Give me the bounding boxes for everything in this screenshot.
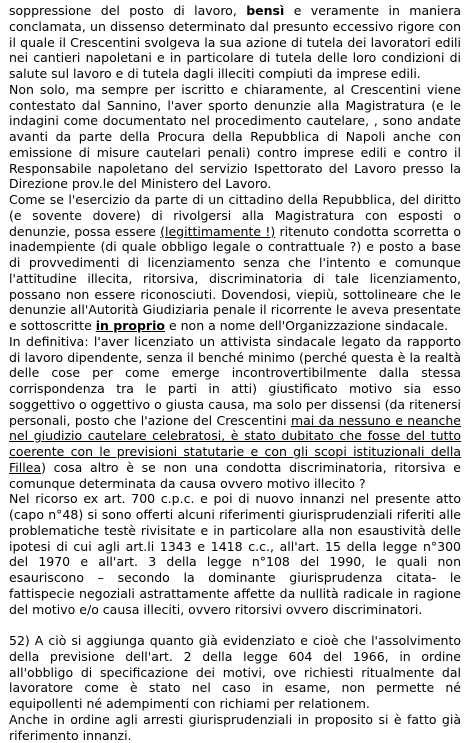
paragraph-2 <box>9 82 461 192</box>
paragraph-6 <box>9 633 461 712</box>
underlined-text: (legittimamente !) <box>160 223 276 239</box>
text-run: e non a nome dell'Organizzazione sindacale. <box>164 318 449 333</box>
text-run: Nel ricorso ex art. 700 c.p.c. e poi di nuovo innanzi nel presente atto (capo n°48) si sono offerti alcuni riferimenti giurisprudenziali riferiti alle problematiche testè rivisitate e in particolare alla non esaustività delle ipotesi di cui agli art.li 1343 e 1418 c.c., all'art. 15 della legge n°300 del 1970 e all'art. 3 della legge n°108 del 1990, le quali non esauriscono – secondo la dominante giurisprudenza citata- le fattispecie negoziali astrattamente affette da nullità radicale in ragione del motivo e/o causa illeciti, ovvero ritorsivi ovvero discriminatori. <box>9 491 461 617</box>
document-page <box>9 3 461 743</box>
bold-text: bensì <box>246 3 285 18</box>
paragraph-1 <box>9 3 461 82</box>
underlined-text: mai da nessuno e neanche nel giudizio cautelare celebratosi, è stato dubitato che fosse del tutto coerente con le previsioni statutarie e con gli scopi istituzionali della Fillea <box>9 412 461 475</box>
text-run: 52) A ciò si aggiunga quanto già evidenziato e cioè che l'assolvimento della previsione dell'art. 2 della legge 604 del 1966, in ordine all'obbligo di specificazione dei motivi, ove richiesti ritualmente dal lavoratore come è stato nel caso in esame, non permette né equipollenti né adempimenti con richiami per relationem. <box>9 633 461 711</box>
paragraph-7 <box>9 712 461 743</box>
paragraph-4 <box>9 334 461 492</box>
text-run: ) cosa altro è se non una condotta discriminatoria, ritorsiva e comunque determinata da causa ovvero motivo illecito ? <box>9 459 461 491</box>
text-run: soppressione del posto di lavoro, <box>9 3 247 18</box>
text-run: Anche in ordine agli arresti giurisprudenziali in proposito si è fatto già riferimento innanzi. <box>9 711 461 743</box>
bold-underlined-text: in proprio <box>95 318 165 333</box>
text-run: ritenuto condotta scorretta o inadempiente (di quale obbligo legale o contrattuale ?) e posto a base di provvedimenti di licenziamento senza che l'intento e comunque l'attitudine illecita, ritorsiva, discriminatoria di tale licenziamento, possano non essere riconosciuti. Dovendosi, viepiù, sottolineare che le denunzie all'Autorità Giudiziaria penale il ricorrente le aveva presentate e sottoscritte <box>9 223 461 333</box>
paragraph-5 <box>9 491 461 617</box>
blank-line <box>9 617 461 633</box>
text-run: e veramente in maniera conclamata, un dissenso determinato dal presunto eccessivo rigore con il quale il Crescentini svolgeva la sua azione di tutela dei lavoratori edili nei cantieri napoletani e in particolare di tutela delle loro condizioni di salute sul lavoro e di tutela dagli illeciti compiuti da imprese edili. <box>9 3 461 81</box>
text-run: Come se l'esercizio da parte di un cittadino della Repubblica, del diritto (e sovente dovere) di rivolgersi alla Magistratura con esposti o denunzie, possa essere <box>9 192 461 239</box>
text-run: Non solo, ma sempre per iscritto e chiaramente, al Crescentini viene contestato dal Sannino, l'aver sporto denunzie alla Magistratura (e le indagini come documentato nel procedimento cautelare, , sono andate avanti da parte della Procura della Repubblica di Napoli anche con emissione di misure cautelari penali) contro imprese edili e contro il Responsabile napoletano del servizio Ispettorato del Lavoro presso la Direzione prov.le del Ministero del Lavoro. <box>9 81 461 192</box>
text-run: In definitiva: l'aver licenziato un attivista sindacale legato da rapporto di lavoro dipendente, senza il benché minimo (perché questa è la realtà delle cose per come emerge incontrovertibilmente dalla stessa corrispondenza tra le parti in atti) giustificato motivo sia esso soggettivo o oggettivo o giusta causa, ma solo per dissensi (da ritenersi personali, posto che l'azione del Crescentini <box>9 333 461 428</box>
paragraph-3 <box>9 192 461 334</box>
